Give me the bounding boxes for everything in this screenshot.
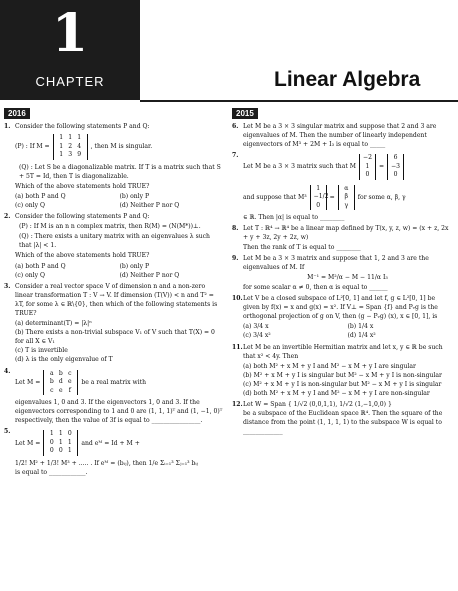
equals-sign: = — [329, 193, 335, 201]
vector-cell: β — [344, 193, 349, 201]
options — [243, 322, 452, 340]
year-badge-2015: 2015 — [232, 108, 258, 119]
matrix-cell: c — [68, 369, 72, 377]
question-text: is equal to ____________. — [15, 468, 88, 476]
vector-cell: 0 — [365, 171, 370, 179]
vector-cell: 0 — [316, 201, 321, 209]
formula: M⁻¹ = M²/α − M − 11/α I₃ — [307, 273, 388, 281]
question-12 — [232, 400, 452, 436]
question-5 — [4, 427, 224, 477]
question-text: Consider the following statements P and Q: — [15, 213, 150, 221]
question-11 — [232, 343, 452, 399]
matrix-cell: 1 — [67, 438, 72, 446]
question-2 — [4, 212, 224, 280]
matrix-line — [15, 428, 224, 458]
question-text: 1/2! M² + 1/3! M³ + ..... . If eᴹ = (bᵢⱼ), then 1/e Σᵢ₌₁³ Σⱼ₌₁³ bᵢⱼ — [15, 459, 199, 467]
vector — [387, 154, 404, 180]
question-text: Consider a real vector space V of dimension n and a non-zero linear transformation T : V → V. If dimension (T(V)) < n and T² = λT, for some λ ∈ ℝ\{0}, then which of the following statements is TRUE? — [15, 282, 218, 317]
matrix-cell: 1 — [59, 134, 64, 142]
option-c[interactable]: (c) M² + x M + y I is non-singular but M² − x M + y I is singular — [243, 380, 442, 388]
question-6 — [232, 122, 452, 149]
vector-cell: α — [344, 184, 349, 192]
matrix-cell: 1 — [77, 134, 82, 142]
statement-p-suffix: , then M is singular. — [90, 143, 153, 151]
question-text: Then the rank of T is equal to ________ — [243, 243, 361, 251]
vector-cell: −3 — [391, 162, 401, 170]
question-number: 8. — [232, 225, 239, 233]
option-c[interactable]: (c) T is invertible — [15, 347, 68, 355]
matrix-cell: 0 — [49, 438, 54, 446]
matrix-cell: 1 — [67, 447, 72, 455]
matrix-suffix: be a real matrix with — [81, 378, 147, 386]
question-text: and suppose that M³ — [243, 193, 307, 201]
matrix-m — [43, 430, 78, 456]
question-text: Let M be a 3 × 3 matrix such that M — [243, 163, 356, 171]
option-a[interactable]: (a) determinant(T) = |λ|ⁿ — [15, 320, 92, 328]
question-text: Consider the following statements P and Q: — [15, 123, 150, 130]
question-4 — [4, 367, 224, 426]
question-number: 3. — [4, 282, 11, 290]
matrix-suffix: and eᴹ = Id + M + — [81, 439, 140, 447]
matrix-prefix: Let M = — [15, 378, 41, 386]
chapter-number: 1 — [51, 3, 89, 64]
matrix-cell: 4 — [77, 142, 82, 150]
matrix-cell: 1 — [58, 438, 63, 446]
chapter-title: Linear Algebra — [274, 68, 421, 91]
options — [15, 319, 224, 364]
question-8 — [232, 224, 452, 251]
matrix-cell: 3 — [68, 151, 73, 159]
matrix-m — [43, 370, 78, 396]
left-column — [4, 108, 224, 479]
matrix-cell: 1 — [59, 142, 64, 150]
vector — [338, 185, 355, 211]
question-10 — [232, 294, 452, 340]
option-b[interactable]: (b) 1/4 x — [347, 323, 374, 331]
option-b[interactable]: (b) There exists a non-trivial subspace V₁ of V such that T(X) = 0 for all X ∈ V₁ — [15, 329, 215, 346]
question-number: 5. — [4, 428, 11, 436]
question-7 — [232, 151, 452, 222]
matrix-cell: c — [50, 386, 54, 394]
question-text: Let V be a closed subspace of L²[0, 1] and let f, g ∈ L²[0, 1] be given by f(x) = x and g(x) = x². If V⊥ = Span {f} and Pᵥg is the orthogonal projection of g on V, then (g − Pᵥg) (x), x ∈ [0, 1], is — [243, 295, 438, 321]
matrix-cell: 2 — [68, 142, 73, 150]
question-text: Let M be a 3 × 3 matrix and suppose that 1, 2 and 3 are the eigenvalues of M. If — [243, 254, 429, 271]
vector-cell: 0 — [393, 171, 398, 179]
option-c[interactable]: (c) only Q — [15, 271, 46, 279]
option-c[interactable]: (c) 3/4 x² — [243, 332, 271, 340]
right-column — [232, 108, 452, 438]
matrix-cell: d — [58, 378, 63, 386]
matrix-cell: e — [59, 386, 63, 394]
question-number: 2. — [4, 213, 11, 221]
question-number: 12. — [232, 401, 243, 409]
option-a[interactable]: (a) both M² + x M + y I and M² − x M + y I are singular — [243, 362, 416, 370]
option-a[interactable]: (a) both P and Q — [15, 192, 66, 200]
matrix-cell: b — [49, 378, 54, 386]
matrix-cell: 9 — [77, 151, 82, 159]
matrix-cell: a — [50, 369, 54, 377]
question-text: Let M be a 3 × 3 singular matrix and suppose that 2 and 3 are eigenvalues of M. Then the number of linearly independent eigenvectors of M³ + 2M + I₃ is equal to _____ — [243, 123, 437, 149]
matrix-cell: 0 — [49, 447, 54, 455]
vector — [310, 185, 327, 211]
matrix-cell: 1 — [68, 134, 73, 142]
options — [15, 192, 224, 210]
matrix-prefix: Let M = — [15, 439, 41, 447]
statement-p — [15, 132, 224, 162]
matrix-cell: 1 — [58, 430, 63, 438]
question-9 — [232, 254, 452, 292]
question-number: 1. — [4, 123, 11, 130]
question-number: 4. — [4, 367, 11, 375]
option-b[interactable]: (b) only P — [119, 262, 150, 270]
matrix-cell: 1 — [59, 151, 64, 159]
matrix-cell: b — [58, 369, 63, 377]
chapter-label: CHAPTER — [35, 74, 105, 89]
matrix-cell: 0 — [67, 430, 72, 438]
question-number: 10. — [232, 295, 243, 303]
question-number: 6. — [232, 123, 239, 130]
option-d[interactable]: (d) λ is the only eigenvalue of T — [15, 356, 113, 364]
option-a[interactable]: (a) 3/4 x — [243, 323, 269, 331]
matrix-cell: 1 — [49, 430, 54, 438]
question-text: Let M be an invertible Hermitian matrix and let x, y ∈ ℝ be such that x² < 4y. Then — [243, 343, 443, 360]
vector-line-2 — [243, 183, 452, 213]
statement-q: (Q) : Let S be a diagonalizable matrix. If T is a matrix such that S + 5T = Id, then T is diagonalizable. — [19, 163, 221, 180]
option-b[interactable]: (b) only P — [119, 192, 150, 200]
statement-q: (Q) : There exists a unitary matrix with an eigenvalues λ such that |λ| < 1. — [19, 233, 210, 250]
chapter-header — [0, 0, 458, 100]
option-a[interactable]: (a) both P and Q — [15, 262, 66, 270]
matrix-cell: f — [68, 386, 71, 394]
vector-cell: −1/2 — [313, 193, 329, 201]
option-d[interactable]: (d) 1/4 x² — [347, 332, 376, 340]
options — [243, 362, 452, 398]
option-b[interactable]: (b) M² + x M + y I is singular but M² − x M + y I is non-singular — [243, 371, 442, 379]
question-text: ∈ ℝ. Then |α| is equal to ________ — [243, 214, 345, 222]
options — [15, 262, 224, 280]
vector-cell: γ — [344, 201, 349, 209]
vector-line-1 — [243, 152, 452, 182]
matrix-m — [53, 134, 88, 160]
option-c[interactable]: (c) only Q — [15, 201, 46, 209]
vector-cell: 6 — [393, 154, 398, 162]
option-d[interactable]: (d) Neither P nor Q — [119, 271, 180, 279]
question-number: 7. — [232, 152, 239, 160]
question-text: Let W = Span { 1/√2 (0,0,1,1), 1/√2 (1,−1,0,0) } — [243, 401, 392, 409]
equals-sign: = — [378, 163, 385, 171]
vector-cell: 1 — [316, 184, 321, 192]
vector-cell: −2 — [362, 154, 372, 162]
question-3 — [4, 282, 224, 365]
question-text: for some scalar α ≠ 0, then α is equal to ______ — [243, 283, 388, 291]
question-1 — [4, 122, 224, 210]
question-text: for some α, β, γ — [357, 193, 406, 201]
question-prompt: Which of the above statements hold TRUE? — [15, 252, 150, 260]
statement-p: (P) : If M is an n n complex matrix, then R(M) = (N(M*))⊥. — [19, 223, 201, 231]
question-prompt: Which of the above statements hold TRUE? — [15, 182, 150, 190]
header-rule — [140, 100, 458, 102]
question-text: be a subspace of the Euclidean space ℝ⁴. Then the square of the distance from the point (1, 1, 1, 1) to the subspace W is equal to _____________ — [243, 410, 443, 436]
statement-p-prefix: (P) : If M = — [15, 143, 50, 151]
question-number: 11. — [232, 343, 243, 351]
matrix-line — [15, 368, 224, 398]
question-number: 9. — [232, 254, 239, 262]
year-badge-2016: 2016 — [4, 108, 30, 119]
vector-cell: 1 — [365, 162, 370, 170]
matrix-cell: e — [68, 378, 72, 386]
vector — [359, 154, 376, 180]
matrix-cell: 0 — [58, 447, 63, 455]
option-d[interactable]: (d) both M² + x M + y I and M² − x M + y I are non-singular — [243, 389, 430, 397]
question-text: eigenvalues 1, 0 and 3. If the eigenvectors 1, 0 and 3. If the eigenvectors corresponding to 1 and 0 are (1, 1, 1)ᵀ and (1, −1, 0)ᵀ respectively, then the value of 3f is equal to ________________. — [15, 399, 223, 425]
question-text: Let T : ℝ⁴ → ℝ⁴ be a linear map defined by T(x, y, z, w) = (x + z, 2x + y + 3z, 2y + 2z, w) — [243, 225, 449, 242]
chapter-block — [0, 0, 140, 100]
option-d[interactable]: (d) Neither P nor Q — [119, 201, 180, 209]
